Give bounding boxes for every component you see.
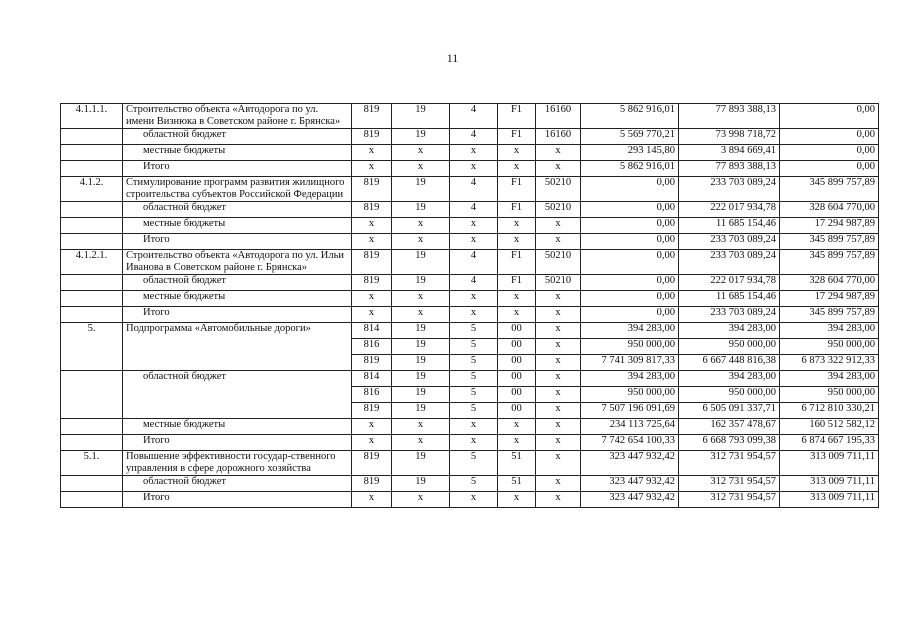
code-cell-3: 4 — [450, 129, 498, 145]
code-cell-3: 4 — [450, 177, 498, 202]
table-row — [61, 291, 879, 307]
table-row — [61, 492, 879, 508]
code-cell-4: 00 — [498, 371, 536, 387]
code-cell-4: x — [498, 419, 536, 435]
code-cell-3: x — [450, 435, 498, 451]
code-cell-1: 819 — [352, 250, 392, 275]
amount-cell-3: 950 000,00 — [780, 387, 879, 403]
amount-cell-2: 233 703 089,24 — [679, 234, 780, 250]
code-cell-5: x — [536, 339, 581, 355]
code-cell-3: x — [450, 218, 498, 234]
amount-cell-2: 11 685 154,46 — [679, 291, 780, 307]
code-cell-1: x — [352, 161, 392, 177]
code-cell-4: x — [498, 291, 536, 307]
row-label: областной бюджет — [123, 129, 352, 145]
code-cell-2: 19 — [392, 371, 450, 387]
code-cell-2: x — [392, 161, 450, 177]
code-cell-2: x — [392, 234, 450, 250]
code-cell-1: 819 — [352, 104, 392, 129]
code-cell-5: x — [536, 161, 581, 177]
code-cell-4: 00 — [498, 323, 536, 339]
amount-cell-1: 0,00 — [581, 234, 679, 250]
code-cell-5: x — [536, 403, 581, 419]
code-cell-1: 819 — [352, 202, 392, 218]
amount-cell-1: 293 145,80 — [581, 145, 679, 161]
code-cell-2: x — [392, 307, 450, 323]
code-cell-5: x — [536, 419, 581, 435]
code-cell-3: 5 — [450, 355, 498, 371]
amount-cell-2: 394 283,00 — [679, 323, 780, 339]
amount-cell-1: 7 507 196 091,69 — [581, 403, 679, 419]
row-label: областной бюджет — [123, 371, 352, 419]
table-row — [61, 476, 879, 492]
amount-cell-1: 5 862 916,01 — [581, 104, 679, 129]
code-cell-1: x — [352, 307, 392, 323]
code-cell-1: 819 — [352, 355, 392, 371]
amount-cell-1: 0,00 — [581, 250, 679, 275]
code-cell-4: 00 — [498, 403, 536, 419]
row-label: местные бюджеты — [123, 145, 352, 161]
code-cell-2: 19 — [392, 451, 450, 476]
code-cell-2: 19 — [392, 323, 450, 339]
code-cell-2: 19 — [392, 275, 450, 291]
row-label: Итого — [123, 161, 352, 177]
row-number — [61, 476, 123, 492]
code-cell-4: x — [498, 307, 536, 323]
code-cell-1: 819 — [352, 476, 392, 492]
page-number: 11 — [446, 51, 459, 65]
code-cell-3: 4 — [450, 104, 498, 129]
row-number: 4.1.2.1. — [61, 250, 123, 275]
amount-cell-3: 345 899 757,89 — [780, 177, 879, 202]
amount-cell-2: 950 000,00 — [679, 387, 780, 403]
code-cell-5: x — [536, 323, 581, 339]
code-cell-4: F1 — [498, 129, 536, 145]
code-cell-4: x — [498, 492, 536, 508]
amount-cell-2: 950 000,00 — [679, 339, 780, 355]
row-number — [61, 435, 123, 451]
row-label: Итого — [123, 234, 352, 250]
code-cell-2: x — [392, 145, 450, 161]
code-cell-2: 19 — [392, 355, 450, 371]
amount-cell-2: 77 893 388,13 — [679, 104, 780, 129]
amount-cell-2: 233 703 089,24 — [679, 307, 780, 323]
table-row — [61, 419, 879, 435]
code-cell-3: x — [450, 161, 498, 177]
code-cell-4: F1 — [498, 202, 536, 218]
amount-cell-3: 394 283,00 — [780, 323, 879, 339]
amount-cell-1: 394 283,00 — [581, 371, 679, 387]
amount-cell-1: 323 447 932,42 — [581, 492, 679, 508]
table-row — [61, 451, 879, 476]
amount-cell-2: 394 283,00 — [679, 371, 780, 387]
code-cell-1: x — [352, 419, 392, 435]
amount-cell-1: 5 862 916,01 — [581, 161, 679, 177]
amount-cell-3: 0,00 — [780, 161, 879, 177]
row-number — [61, 129, 123, 145]
code-cell-1: 819 — [352, 451, 392, 476]
code-cell-5: x — [536, 218, 581, 234]
code-cell-4: F1 — [498, 250, 536, 275]
table-row — [61, 371, 879, 387]
code-cell-2: 19 — [392, 403, 450, 419]
amount-cell-3: 0,00 — [780, 129, 879, 145]
code-cell-1: 819 — [352, 403, 392, 419]
row-number: 4.1.1.1. — [61, 104, 123, 129]
amount-cell-3: 950 000,00 — [780, 339, 879, 355]
table-row — [61, 435, 879, 451]
amount-cell-3: 394 283,00 — [780, 371, 879, 387]
row-label: Подпрограмма «Автомобильные дороги» — [123, 323, 352, 371]
code-cell-4: x — [498, 435, 536, 451]
code-cell-5: x — [536, 145, 581, 161]
code-cell-5: 16160 — [536, 129, 581, 145]
row-label: Итого — [123, 492, 352, 508]
table-row — [61, 323, 879, 339]
row-label: областной бюджет — [123, 202, 352, 218]
amount-cell-3: 313 009 711,11 — [780, 476, 879, 492]
amount-cell-3: 313 009 711,11 — [780, 492, 879, 508]
code-cell-4: F1 — [498, 177, 536, 202]
code-cell-4: F1 — [498, 275, 536, 291]
code-cell-5: x — [536, 307, 581, 323]
code-cell-3: x — [450, 234, 498, 250]
code-cell-3: 5 — [450, 371, 498, 387]
code-cell-2: 19 — [392, 250, 450, 275]
code-cell-2: x — [392, 419, 450, 435]
amount-cell-2: 77 893 388,13 — [679, 161, 780, 177]
table-row — [61, 177, 879, 202]
amount-cell-3: 0,00 — [780, 145, 879, 161]
code-cell-2: x — [392, 291, 450, 307]
code-cell-1: x — [352, 145, 392, 161]
amount-cell-1: 0,00 — [581, 307, 679, 323]
code-cell-2: 19 — [392, 387, 450, 403]
amount-cell-2: 233 703 089,24 — [679, 250, 780, 275]
code-cell-3: 4 — [450, 250, 498, 275]
code-cell-1: x — [352, 218, 392, 234]
code-cell-5: x — [536, 435, 581, 451]
code-cell-1: 816 — [352, 387, 392, 403]
code-cell-3: x — [450, 307, 498, 323]
amount-cell-1: 7 741 309 817,33 — [581, 355, 679, 371]
row-label: Итого — [123, 307, 352, 323]
code-cell-3: 5 — [450, 451, 498, 476]
row-number — [61, 419, 123, 435]
code-cell-4: 51 — [498, 476, 536, 492]
row-number — [61, 291, 123, 307]
row-number — [61, 202, 123, 218]
amount-cell-3: 328 604 770,00 — [780, 275, 879, 291]
amount-cell-1: 7 742 654 100,33 — [581, 435, 679, 451]
table-row — [61, 202, 879, 218]
amount-cell-2: 3 894 669,41 — [679, 145, 780, 161]
amount-cell-1: 0,00 — [581, 202, 679, 218]
row-number: 5. — [61, 323, 123, 371]
code-cell-3: 4 — [450, 202, 498, 218]
table-row — [61, 250, 879, 275]
table-row — [61, 161, 879, 177]
code-cell-5: 50210 — [536, 250, 581, 275]
code-cell-5: 50210 — [536, 275, 581, 291]
amount-cell-3: 328 604 770,00 — [780, 202, 879, 218]
row-label: местные бюджеты — [123, 291, 352, 307]
amount-cell-3: 345 899 757,89 — [780, 250, 879, 275]
code-cell-2: x — [392, 492, 450, 508]
amount-cell-2: 6 668 793 099,38 — [679, 435, 780, 451]
amount-cell-3: 17 294 987,89 — [780, 218, 879, 234]
row-number — [61, 161, 123, 177]
row-label: местные бюджеты — [123, 218, 352, 234]
table-row — [61, 275, 879, 291]
amount-cell-1: 5 569 770,21 — [581, 129, 679, 145]
code-cell-3: x — [450, 492, 498, 508]
row-number — [61, 234, 123, 250]
amount-cell-3: 6 873 322 912,33 — [780, 355, 879, 371]
table-row — [61, 104, 879, 129]
code-cell-4: F1 — [498, 104, 536, 129]
row-number — [61, 371, 123, 419]
row-number: 5.1. — [61, 451, 123, 476]
row-label: Стимулирование программ развития жилищного строительства субъектов Российской Федерации — [123, 177, 352, 202]
code-cell-2: x — [392, 218, 450, 234]
code-cell-2: x — [392, 435, 450, 451]
row-label: местные бюджеты — [123, 419, 352, 435]
code-cell-3: 5 — [450, 476, 498, 492]
amount-cell-3: 160 512 582,12 — [780, 419, 879, 435]
amount-cell-2: 11 685 154,46 — [679, 218, 780, 234]
code-cell-3: x — [450, 145, 498, 161]
budget-table — [60, 103, 879, 508]
amount-cell-2: 233 703 089,24 — [679, 177, 780, 202]
amount-cell-3: 6 874 667 195,33 — [780, 435, 879, 451]
code-cell-3: x — [450, 419, 498, 435]
row-label: Строительство объекта «Автодорога по ул. имени Визнюка в Советском районе г. Брянска» — [123, 104, 352, 129]
code-cell-5: x — [536, 492, 581, 508]
code-cell-1: 814 — [352, 323, 392, 339]
code-cell-1: x — [352, 492, 392, 508]
amount-cell-1: 323 447 932,42 — [581, 451, 679, 476]
amount-cell-3: 6 712 810 330,21 — [780, 403, 879, 419]
code-cell-3: 5 — [450, 339, 498, 355]
amount-cell-1: 0,00 — [581, 218, 679, 234]
code-cell-2: 19 — [392, 202, 450, 218]
table-row — [61, 234, 879, 250]
code-cell-5: 16160 — [536, 104, 581, 129]
code-cell-1: 819 — [352, 177, 392, 202]
code-cell-5: x — [536, 291, 581, 307]
amount-cell-1: 0,00 — [581, 275, 679, 291]
code-cell-1: 819 — [352, 129, 392, 145]
code-cell-4: 00 — [498, 387, 536, 403]
amount-cell-2: 162 357 478,67 — [679, 419, 780, 435]
code-cell-2: 19 — [392, 339, 450, 355]
code-cell-3: 4 — [450, 275, 498, 291]
amount-cell-1: 394 283,00 — [581, 323, 679, 339]
code-cell-1: 814 — [352, 371, 392, 387]
code-cell-3: 5 — [450, 323, 498, 339]
code-cell-4: x — [498, 234, 536, 250]
code-cell-4: 00 — [498, 355, 536, 371]
code-cell-4: x — [498, 218, 536, 234]
code-cell-4: x — [498, 161, 536, 177]
code-cell-2: 19 — [392, 104, 450, 129]
amount-cell-1: 323 447 932,42 — [581, 476, 679, 492]
code-cell-2: 19 — [392, 129, 450, 145]
row-number — [61, 307, 123, 323]
amount-cell-1: 234 113 725,64 — [581, 419, 679, 435]
code-cell-1: x — [352, 291, 392, 307]
amount-cell-2: 312 731 954,57 — [679, 476, 780, 492]
code-cell-1: 819 — [352, 275, 392, 291]
amount-cell-2: 6 505 091 337,71 — [679, 403, 780, 419]
row-number — [61, 275, 123, 291]
row-label: Строительство объекта «Автодорога по ул. Ильи Иванова в Советском районе г. Брянска» — [123, 250, 352, 275]
row-label: областной бюджет — [123, 476, 352, 492]
row-number — [61, 218, 123, 234]
row-number — [61, 492, 123, 508]
amount-cell-2: 312 731 954,57 — [679, 492, 780, 508]
code-cell-1: 816 — [352, 339, 392, 355]
code-cell-4: x — [498, 145, 536, 161]
row-number — [61, 145, 123, 161]
table-body — [61, 104, 879, 508]
amount-cell-2: 6 667 448 816,38 — [679, 355, 780, 371]
code-cell-2: 19 — [392, 476, 450, 492]
code-cell-3: 5 — [450, 387, 498, 403]
code-cell-5: x — [536, 476, 581, 492]
code-cell-5: 50210 — [536, 177, 581, 202]
code-cell-2: 19 — [392, 177, 450, 202]
amount-cell-3: 313 009 711,11 — [780, 451, 879, 476]
code-cell-1: x — [352, 435, 392, 451]
row-label: Повышение эффективности государ-ственного управления в сфере дорожного хозяйства — [123, 451, 352, 476]
row-number: 4.1.2. — [61, 177, 123, 202]
code-cell-3: 5 — [450, 403, 498, 419]
code-cell-5: x — [536, 234, 581, 250]
amount-cell-3: 0,00 — [780, 104, 879, 129]
amount-cell-3: 17 294 987,89 — [780, 291, 879, 307]
code-cell-5: x — [536, 371, 581, 387]
amount-cell-1: 0,00 — [581, 177, 679, 202]
code-cell-4: 51 — [498, 451, 536, 476]
code-cell-5: x — [536, 355, 581, 371]
table-row — [61, 145, 879, 161]
amount-cell-1: 0,00 — [581, 291, 679, 307]
amount-cell-1: 950 000,00 — [581, 339, 679, 355]
amount-cell-2: 73 998 718,72 — [679, 129, 780, 145]
amount-cell-2: 222 017 934,78 — [679, 275, 780, 291]
code-cell-4: 00 — [498, 339, 536, 355]
table-row — [61, 218, 879, 234]
table-row — [61, 307, 879, 323]
row-label: Итого — [123, 435, 352, 451]
amount-cell-3: 345 899 757,89 — [780, 307, 879, 323]
amount-cell-3: 345 899 757,89 — [780, 234, 879, 250]
code-cell-5: x — [536, 387, 581, 403]
code-cell-5: 50210 — [536, 202, 581, 218]
amount-cell-1: 950 000,00 — [581, 387, 679, 403]
code-cell-5: x — [536, 451, 581, 476]
code-cell-1: x — [352, 234, 392, 250]
table-row — [61, 129, 879, 145]
amount-cell-2: 312 731 954,57 — [679, 451, 780, 476]
row-label: областной бюджет — [123, 275, 352, 291]
amount-cell-2: 222 017 934,78 — [679, 202, 780, 218]
code-cell-3: x — [450, 291, 498, 307]
